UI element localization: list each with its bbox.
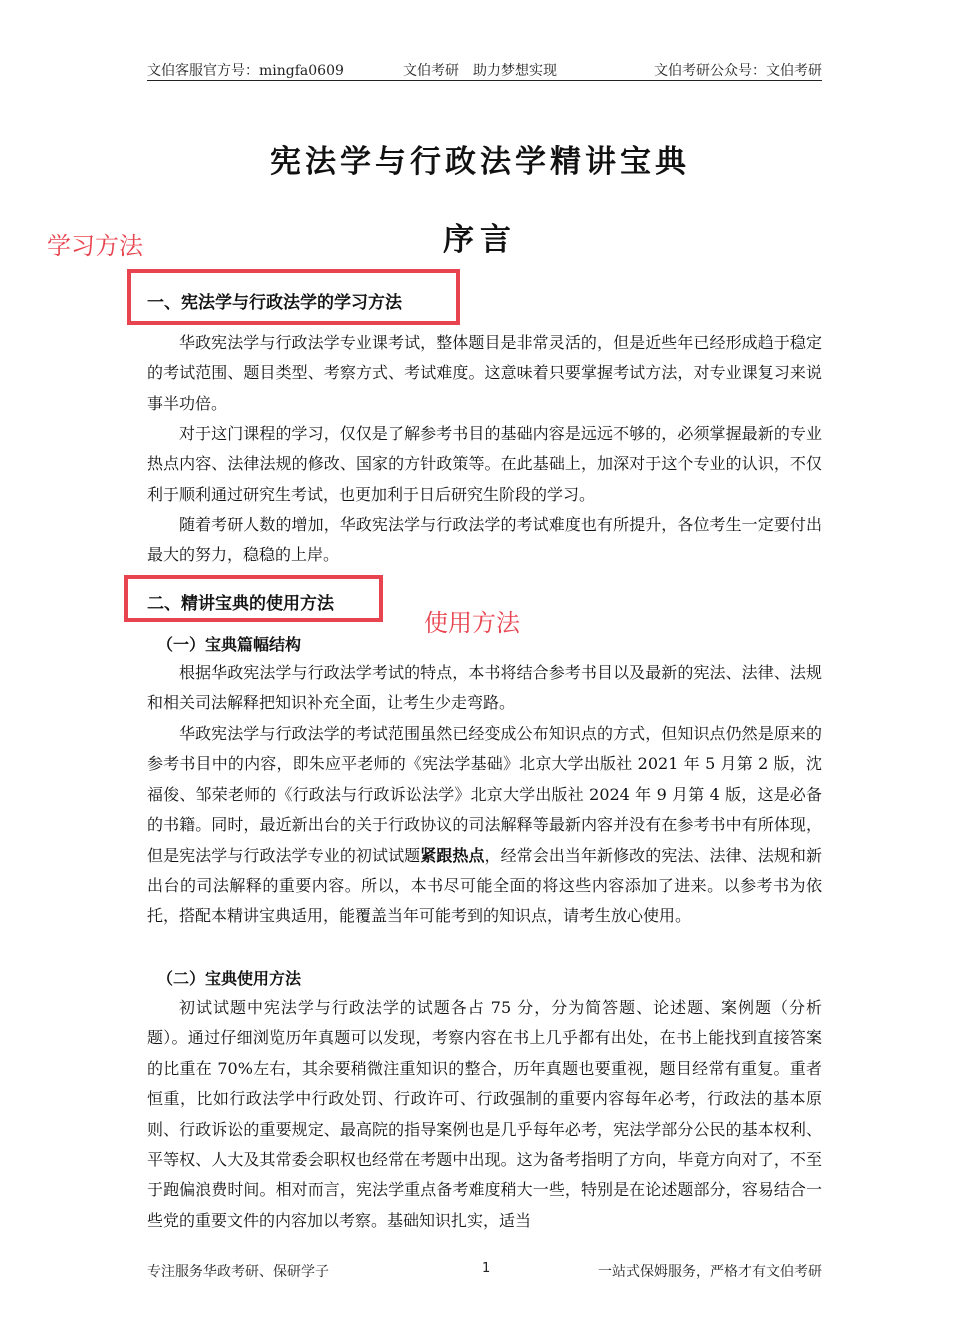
- page-footer: [147, 1259, 822, 1281]
- section2-heading: 二、精讲宝典的使用方法: [147, 594, 334, 614]
- document-title: 宪法学与行政法学精讲宝典: [270, 144, 690, 180]
- section1-paragraph-3: 随着考研人数的增加，华政宪法学与行政法学的考试难度也有所提升，各位考生一定要付出最大的努力，稳稳的上岸。: [147, 515, 822, 565]
- emphasis-text: 紧跟热点: [420, 845, 485, 865]
- subsection1-heading: （一）宝典篇幅结构: [157, 635, 302, 654]
- section1-paragraph-1: 华政宪法学与行政法学专业课考试，整体题目是非常灵活的，但是近些年已经形成趋于稳定的考试范围、题目类型、考察方式、考试难度。这意味着只要掌握考试方法，对专业课复习来说事半功倍。: [147, 333, 822, 413]
- subsection2-paragraph-1: 初试试题中宪法学与行政法学的试题各占 75 分，分为简答题、论述题、案例题（分析题）。通过仔细浏览历年真题可以发现，考察内容在书上几乎都有出处，在书上能找到直接答案的比重在 70%左右，其余要稍微注重知识的整合，历年真题也要重视，题目经常有重复。重者恒重，比如行政法学中行政处罚、行政许可、行政强制的重要内容每年必考，行政法的基本原则、行政诉讼的重要规定、最高院的指导案例也是几乎每年必考，宪法学部分公民的基本权利、平等权、人大及其常委会职权也经常在考题中出现。这为备考指明了方向，毕竟方向对了，不至于跑偏浪费时间。相对而言，宪法学重点备考难度稍大一些，特别是在论述题部分，容易结合一些党的重要文件的内容加以考察。基础知识扎实，适当: [147, 998, 822, 1230]
- page-header: [147, 58, 822, 81]
- document-subtitle: 序言: [443, 222, 517, 258]
- footer-right: 一站式保姆服务，严格才有文伯考研: [598, 1264, 822, 1280]
- annotation-study-method: 学习方法: [47, 232, 143, 260]
- subsection1-paragraph-1: 根据华政宪法学与行政法学考试的特点，本书将结合参考书目以及最新的宪法、法律、法规和相关司法解释把知识补充全面，让考生少走弯路。: [147, 663, 822, 713]
- header-center: 文伯考研 助力梦想实现: [403, 63, 557, 79]
- page-number: 1: [482, 1261, 491, 1276]
- subsection2-heading: （二）宝典使用方法: [157, 969, 302, 988]
- section1-paragraph-2: 对于这门课程的学习，仅仅是了解参考书目的基础内容是远远不够的，必须掌握最新的专业热点内容、法律法规的修改、国家的方针政策等。在此基础上，加深对于这个专业的认识，不仅利于顺利通过研究生考试，也更加利于日后研究生阶段的学习。: [147, 424, 822, 504]
- footer-left: 专注服务华政考研、保研学子: [147, 1264, 329, 1280]
- section1-heading: 一、宪法学与行政法学的学习方法: [147, 293, 402, 313]
- header-left: 文伯客服官方号：mingfa0609: [147, 63, 344, 79]
- paragraph-text: 华政宪法学与行政法学的考试范围虽然已经变成公布知识点的方式，但知识点仍然是原来的参考书目中的内容，即朱应平老师的《宪法学基础》北京大学出版社 2021 年 5 月第 2 版，沈福俊、邹荣老师的《行政法与行政诉讼法学》北京大学出版社 2024 年 9 月第 4 版，这是必备的书籍。同时，最近新出台的关于行政协议的司法解释等最新内容并没有在参考书中有所体现，但是宪法学与行政法学专业的初试试题: [147, 724, 822, 865]
- paragraph-text: ，经常会出当年新修改的宪法、法律、法规和新出台的司法解释的重要内容。所以，本书尽可能全面的将这些内容添加了进来。以参考书为依托，搭配本精讲宝典适用，能覆盖当年可能考到的知识点，请考生放心使用。: [147, 845, 822, 926]
- annotation-usage-method: 使用方法: [424, 609, 520, 637]
- header-right: 文伯考研公众号：文伯考研: [654, 63, 822, 79]
- subsection1-paragraph-2: [147, 719, 822, 932]
